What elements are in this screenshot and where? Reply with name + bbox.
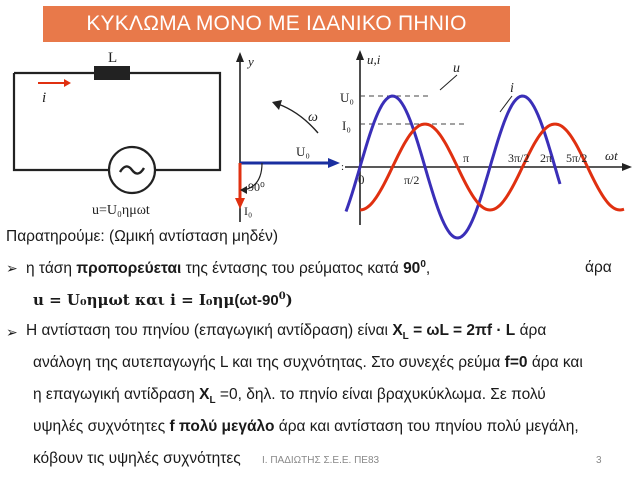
inductor-icon: [94, 66, 130, 80]
observation-text: Παρατηρούμε: (Ωμική αντίσταση μηδέν): [6, 228, 279, 245]
bullet2-line1: Η αντίσταση του πηνίου (επαγωγική αντίδραση) είναι $X_L = \omega L = 2\pi f \cdot L$ άρα: [26, 322, 547, 343]
source-equation: u=U₀ημωt: [92, 203, 150, 218]
i-curve-label: i: [510, 81, 514, 96]
tick-label: 5π/2: [566, 151, 588, 165]
omega-label: ω: [308, 110, 318, 125]
bullet2-line4: υψηλές συχνότητες f πολύ μεγάλο άρα και αντίσταση του πηνίου πολύ μεγάλη,: [33, 418, 579, 435]
wave-x-label: ωt: [605, 148, 618, 163]
phasor-y-label: y: [248, 54, 254, 69]
bullet1-text: η τάση προπορεύεται της έντασης του ρεύματος κατά $90^0$,: [26, 259, 431, 278]
inductor-label: L: [108, 50, 118, 66]
phasor-diagram: [235, 52, 344, 222]
u0-phasor-label: U₀: [296, 144, 310, 159]
bullet1-ara: άρα: [585, 259, 612, 276]
bullet2-line5: κόβουν τις υψηλές συχνότητες: [33, 450, 241, 467]
i0-phasor-label: I₀: [244, 204, 253, 218]
equation-line: u = U₀ημωt και $i = I_0\eta\mu(\omega t-90^0)$: [33, 291, 293, 309]
footer-author: Ι. ΠΑΔΙΩΤΗΣ Σ.Ε.Ε. ΠΕ83: [262, 455, 380, 466]
bullet2-line3: η επαγωγική αντίδραση $X_L =0$, δηλ. το πηνίο είναι βραχυκύκλωμα. Σε πολύ: [33, 386, 546, 407]
current-label: i: [42, 90, 47, 106]
slide-title: ΚΥΚΛΩΜΑ ΜΟΝΟ ΜΕ ΙΔΑΝΙΚΟ ΠΗΝΙΟ: [43, 6, 510, 42]
svg-text::: :: [341, 161, 345, 173]
page-number: 3: [596, 455, 602, 466]
u0-amplitude-label: U₀: [340, 90, 354, 105]
circuit-diagram: [14, 50, 220, 218]
i0-amplitude-label: I₀: [342, 118, 351, 133]
waveform-graph: [340, 50, 632, 238]
arrow-bullet-icon: ➢: [6, 260, 18, 276]
u-curve-label: u: [453, 61, 460, 76]
tick-label: 2π: [540, 151, 553, 165]
origin-label: 0: [358, 172, 365, 187]
arrow-bullet-icon: ➢: [6, 324, 18, 340]
wave-axis-label: u,i: [367, 52, 381, 67]
tick-label: π: [463, 151, 470, 165]
angle-label: 90⁰: [248, 180, 265, 194]
bullet2-line2: ανάλογη της αυτεπαγωγής L και της συχνότητας. Στο συνεχές ρεύμα f=0 άρα και: [33, 354, 583, 371]
tick-label: 3π/2: [508, 151, 530, 165]
tick-label: π/2: [404, 173, 420, 187]
